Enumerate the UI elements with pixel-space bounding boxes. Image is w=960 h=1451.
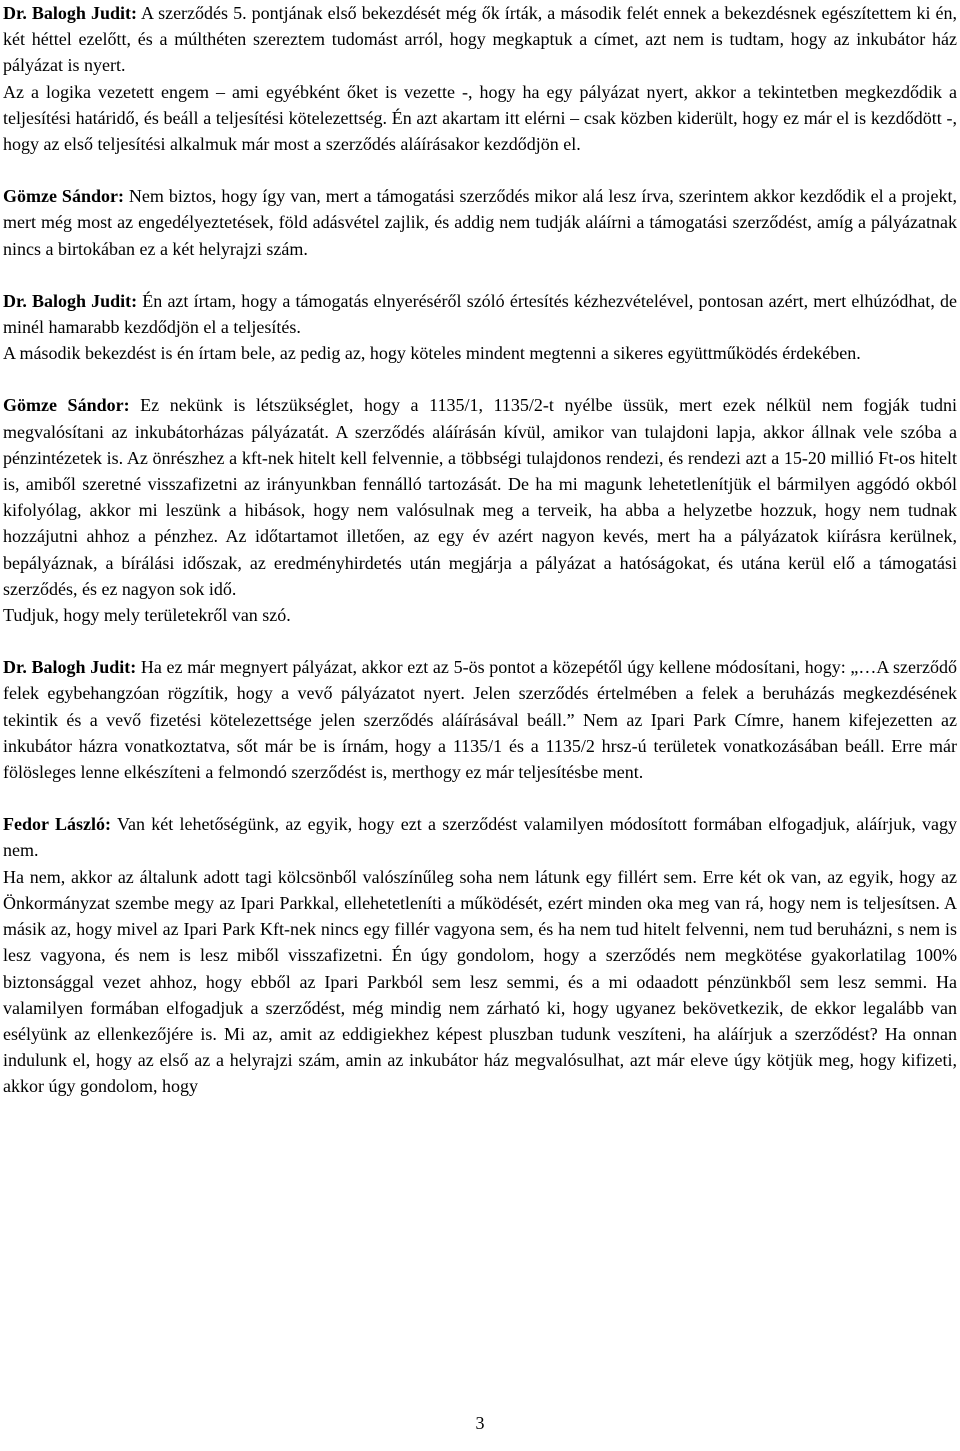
paragraph-text: Az a logika vezetett engem – ami egyébként őket is vezette -, hogy ha egy pályázat nyert, akkor a tekintetben megkezdődik a teljesítési határidő, és beáll a teljesítési kötelezettség. Én azt akartam itt elérni – csak közben kiderült, hogy ez már el is kezdődött -, hogy az első teljesítési alkalmuk már most a szerződés aláírásakor kezdődjön el. bbox=[3, 81, 957, 155]
speaker-block bbox=[3, 288, 957, 367]
paragraph-text: Én azt írtam, hogy a támogatás elnyeréséről szóló értesítés kézhezvételével, pontosan azért, mert elhúzódhat, de minél hamarabb kezdődjön el a teljesítés. bbox=[3, 290, 957, 338]
paragraph bbox=[3, 811, 957, 863]
paragraph-gap bbox=[3, 157, 957, 183]
paragraph-text: Ha nem, akkor az általunk adott tagi kölcsönből valószínűleg soha nem látunk egy fillért sem. Erre két ok van, az egyik, hogy az Önkormányzat szembe megy az Ipari Parkkal, ellehetetleníti a működését, ezért minden oka meg van rá, hogy nem is teljesítsen. A másik az, hogy mivel az Ipari Park Kft-nek nincs egy fillér vagyona sem, és ha nem tud hitelt felvenni, nem tud beruházni, s nem is lesz vagyona, és nem is lesz miből visszafizetni. Én úgy gondolom, hogy a szerződés nem megkötése gyakorlatilag 100% biztonsággal vezet ahhoz, hogy ebből az Ipari Parkból sem lesz semmi, és a mi odaadott pénzünkből sem lesz semmi. Ha valamilyen formában elfogadjuk a szerződést, még mindig nem zárható ki, hogy ugyanez bekövetkezik, de ekkor legalább van esélyünk az ellenkezőjére is. Mi az, amit az eddigiekhez képest pluszban tudunk veszíteni, ha aláírjuk a szerződést? Ha onnan indulunk el, hogy az első az a helyrajzi szám, amin az inkubátor ház megvalósulhat, azt már eleve úgy kötjük meg, hogy kifizeti, akkor úgy gondolom, hogy bbox=[3, 866, 957, 1097]
paragraph-text: Ha ez már megnyert pályázat, akkor ezt az 5-ös pontot a közepétől úgy kellene módosítani, hogy: „…A szerződő felek egybehangzóan rögzítik, hogy a vevő pályázatot nyert. Jelen szerződés értelmében a felek a beruházás megkezdésének tekintik és a vevő fizetési kötelezettsége jelen szerződés aláírásával beáll.” Nem az Ipari Park Címre, hanem kifejezetten az inkubátor házra vonatkoztatva, sőt már be is írnám, hogy a 1135/1 és a 1135/2 hrsz-ú területek vonatkozásában beáll. Erre már fölösleges lenne elkészíteni a felmondó szerződést is, merthogy ez már teljesítésbe ment. bbox=[3, 657, 958, 783]
speaker-name: Gömze Sándor: bbox=[3, 186, 124, 207]
speaker-block bbox=[3, 654, 957, 785]
paragraph-gap bbox=[3, 785, 957, 811]
paragraph-gap bbox=[3, 262, 957, 288]
paragraph bbox=[3, 654, 957, 785]
speaker-block bbox=[3, 0, 957, 157]
paragraph-gap bbox=[3, 366, 957, 392]
speaker-name: Gömze Sándor: bbox=[3, 395, 130, 416]
paragraph bbox=[3, 864, 957, 1100]
speaker-block bbox=[3, 392, 957, 628]
paragraph-text: Nem biztos, hogy így van, mert a támogatási szerződés mikor alá lesz írva, szerintem akkor kezdődik el a projekt, mert még most az engedélyeztetések, föld adásvétel zajlik, és addig nem tudják aláírni a támogatási szerződést, amíg a pályázatnak nincs a birtokában ez a két helyrajzi szám. bbox=[3, 186, 957, 259]
paragraph-text: A szerződés 5. pontjának első bekezdését még ők írták, a második felét ennek a bekezdésnek egészítettem ki én, két héttel ezelőtt, és a múlthéten szereztem tudomást arról, hogy megkaptuk a címet, azt nem is tudtam, hogy az inkubátor ház pályázat is nyert. bbox=[3, 3, 958, 76]
speaker-name: Dr. Balogh Judit: bbox=[3, 290, 138, 311]
paragraph bbox=[3, 0, 957, 79]
page-number: 3 bbox=[475, 1413, 485, 1433]
speaker-block bbox=[3, 811, 957, 1099]
paragraph-text: Ez nekünk is létszükséglet, hogy a 1135/1, 1135/2-t nyélbe üssük, mert ezek nélkül nem fogják tudni megvalósítani az inkubátorházas pályázatát. A szerződés aláírásán kívül, amikor van tulajdoni lapja, akkor állnak vele szóba a pénzintézetek is. Az önrészhez a kft-nek hitelt kell felvennie, a többségi tulajdonos rendezi, és rendezi azt a 15-20 millió Ft-os hitelt is, amiből szeretné visszafizetni az irányunkban fennálló tartozását. De ha mi magunk lehetetlenítjük el bármilyen aggódó okból kifolyólag, akkor mi leszünk a hibások, hogy nem valósulnak meg a terveik, ha abba a helyzetbe hozzuk, hogy nem tudnak hozzájutni ahhoz a pénzhez. Az időtartamot illetően, az egy év azért nagyon kevés, mert ha a pályázatok kiírásra kerülnek, bepályáznak, a bírálási időszak, az eredményhirdetés után megjárja a pályázat a hatóságokat, és utána kerül elő a támogatási szerződés, és ez nagyon sok idő. bbox=[3, 395, 957, 599]
paragraph-text: Tudjuk, hogy mely területekről van szó. bbox=[3, 605, 291, 626]
speaker-block bbox=[3, 183, 957, 262]
paragraph bbox=[3, 392, 957, 602]
paragraph bbox=[3, 340, 957, 366]
paragraph-text: A második bekezdést is én írtam bele, az pedig az, hogy köteles mindent megtenni a sikeres együttműködés érdekében. bbox=[3, 343, 861, 364]
paragraph-text: Van két lehetőségünk, az egyik, hogy ezt a szerződést valamilyen módosított formában elfogadjuk, aláírjuk, vagy nem. bbox=[3, 814, 958, 861]
speaker-name: Dr. Balogh Judit: bbox=[3, 3, 137, 23]
paragraph bbox=[3, 288, 957, 340]
speaker-name: Fedor László: bbox=[3, 814, 111, 835]
paragraph bbox=[3, 183, 957, 262]
paragraph-gap bbox=[3, 628, 957, 654]
paragraph bbox=[3, 79, 957, 158]
paragraph bbox=[3, 602, 957, 628]
speaker-name: Dr. Balogh Judit: bbox=[3, 657, 137, 678]
